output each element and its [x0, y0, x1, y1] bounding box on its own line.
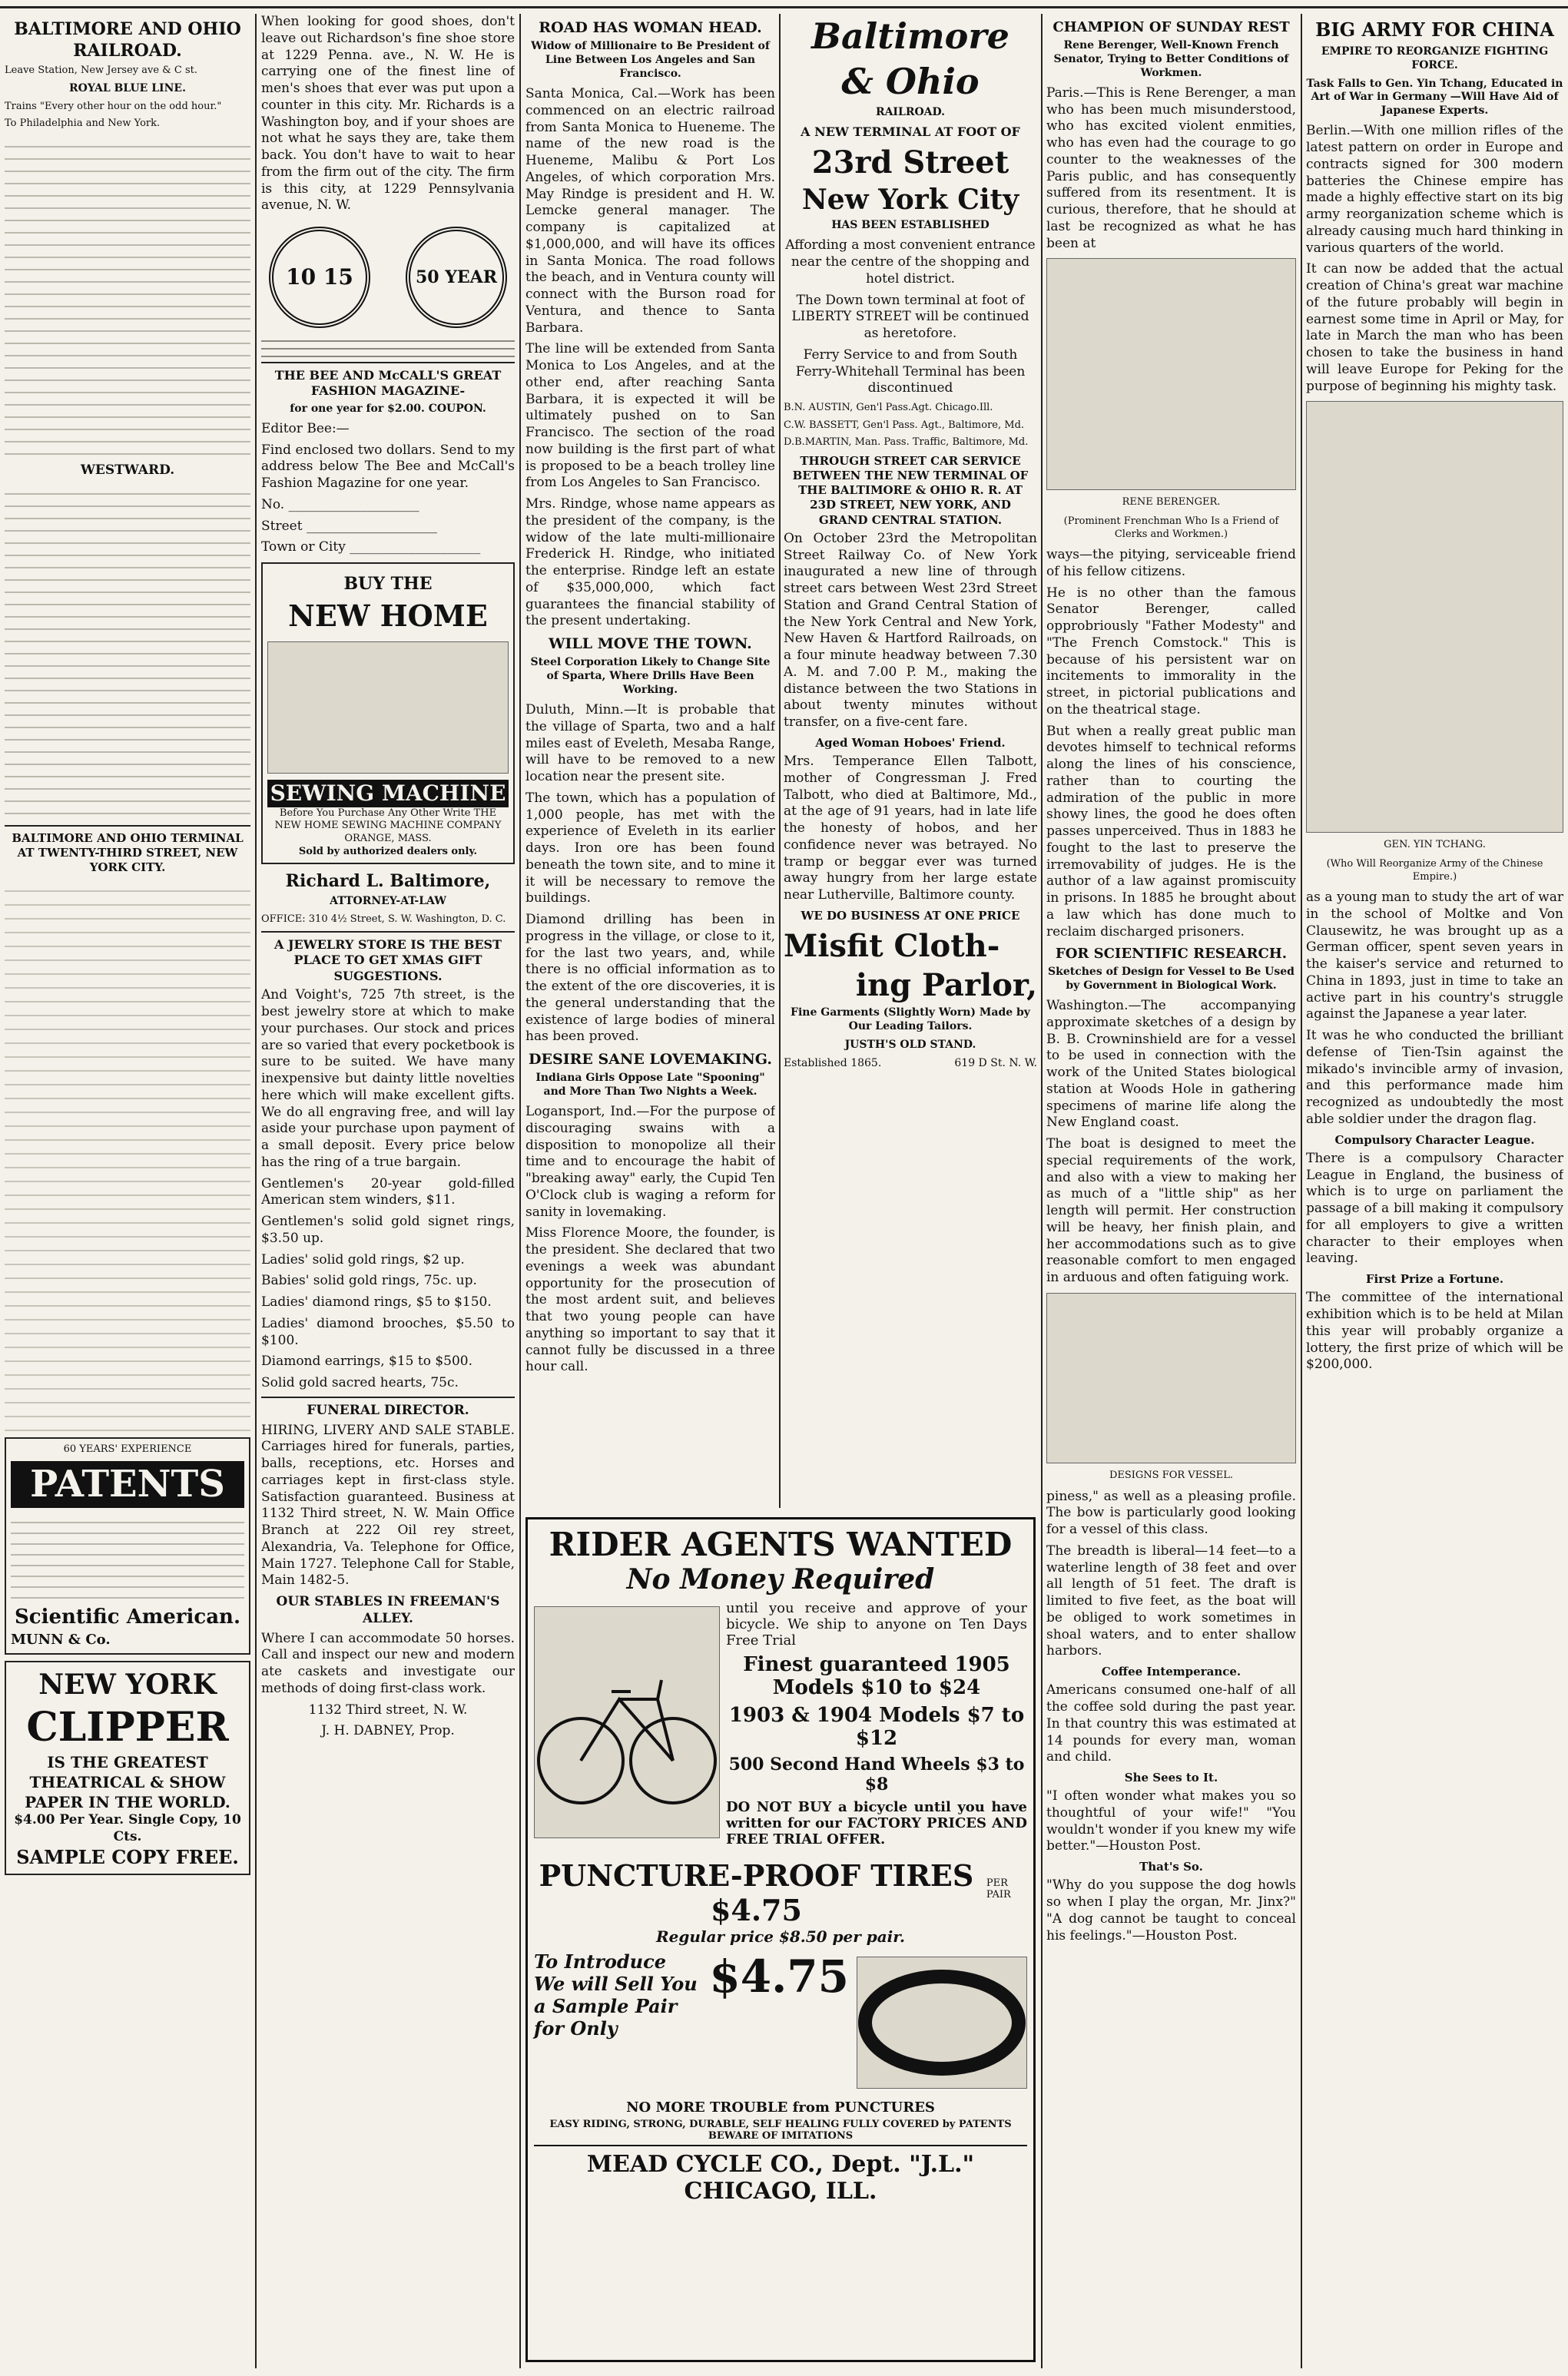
jewelry-item: Diamond earrings, $15 to $500.	[261, 1354, 473, 1370]
munn-co: MUNN & Co.	[11, 1631, 111, 1648]
research-p3: piness," as well as a pleasing profile. The bow is particularly good looking for a vessel of this class.	[1046, 1488, 1296, 1538]
jewelry-item: Ladies' solid gold rings, $2 up.	[261, 1251, 465, 1268]
bo-downtown: The Down town terminal at foot of LIBERTY STREET will be continued as heretofore.	[791, 292, 1029, 342]
destination: To Philadelphia and New York.	[5, 118, 161, 130]
yin-tchang-caption: GEN. YIN TCHANG.	[1384, 839, 1486, 851]
coupon-text: Find enclosed two dollars. Send to my address below The Bee and McCall's Fashion Magazine for one year.	[261, 442, 515, 492]
badge-left	[269, 227, 370, 328]
rider-body	[534, 1600, 1027, 1852]
misfit-footer	[784, 1057, 1037, 1071]
editor-line: Editor Bee:—	[261, 420, 350, 436]
badge-right	[406, 227, 507, 328]
china-subhead-2: Task Falls to Gen. Yin Tchang, Educated in Art of War in Germany —Will Have Aid of Japanese Experts.	[1306, 77, 1563, 118]
railroad-title: BALTIMORE AND OHIO RAILROAD.	[14, 19, 241, 61]
clipper-sample: SAMPLE COPY FREE.	[16, 1845, 239, 1868]
thats-headline: That's So.	[1139, 1860, 1203, 1874]
bo-established: HAS BEEN ESTABLISHED	[831, 219, 990, 232]
tires-per: PER PAIR	[986, 1877, 1011, 1900]
column-news-1	[525, 14, 775, 1508]
coffee-headline: Coffee Intemperance.	[1101, 1665, 1241, 1679]
hobos-headline: Aged Woman Hoboes' Friend.	[815, 735, 1006, 750]
top-rule	[0, 6, 1568, 8]
misfit-est: Established 1865.	[784, 1057, 882, 1070]
tire-illustration	[857, 1957, 1027, 2089]
berenger-portrait	[1046, 258, 1296, 490]
sold-note: Sold by authorized dealers only.	[298, 845, 478, 857]
timetable	[5, 135, 250, 458]
road-p1: Santa Monica, Cal.—Work has been commenced on an electric railroad from Santa Monica to Hueneme. The name of the new road is the Hueneme, Malibu & Port Los Angeles, of which corporation Mrs. May Rindge is president and H. W. Lemcke general manager. The company is capitalized at $1,000,000, and will have its offices in Santa Monica. The road follows the beach, and in Ventura county will connect with the Burson road for Ventura, and thence to Santa Barbara.	[525, 86, 775, 336]
patents-logo: PATENTS	[11, 1461, 244, 1508]
sees-headline: She Sees to It.	[1124, 1771, 1218, 1785]
road-headline: ROAD HAS WOMAN HEAD.	[539, 19, 762, 36]
buy-the: BUY THE	[343, 574, 433, 595]
misfit-justh: JUSTH'S OLD STAND.	[844, 1039, 976, 1052]
clipper-ny: NEW YORK	[38, 1668, 217, 1701]
bicycle-icon	[535, 1607, 719, 1838]
bo-austin: B.N. AUSTIN, Gen'l Pass.Agt. Chicago.Ill.	[784, 402, 993, 414]
china-headline: BIG ARMY FOR CHINA	[1315, 18, 1554, 41]
column-rule	[255, 14, 257, 2368]
tires-intro: To Introduce We will Sell You a Sample Pair for Only	[534, 1950, 698, 2040]
column-rule	[519, 14, 521, 2368]
jewelry-item: Gentlemen's solid gold signet rings, $3.50 up.	[261, 1214, 515, 1246]
blue-line: ROYAL BLUE LINE.	[69, 81, 186, 94]
clipper-price: $4.00 Per Year. Single Copy, 10 Cts.	[14, 1812, 241, 1844]
new-home-ad	[261, 562, 515, 864]
jewelry-item: Ladies' diamond brooches, $5.50 to $100.	[261, 1315, 515, 1348]
bo-affording: Affording a most convenient entrance near the centre of the shopping and hotel district.	[785, 237, 1036, 287]
tires-header	[534, 1858, 1027, 1927]
town-p3: Diamond drilling has been in progress in the village, or close to it, for the last two years, and, while there is no official information as to the extent of the ore discoveries, it is the general understanding that the existence of large bodies of mineral has been proved.	[525, 912, 775, 1045]
misfit-addr: 619 D St. N. W.	[954, 1057, 1037, 1070]
attorney-title: ATTORNEY-AT-LAW	[330, 895, 446, 908]
jewelry-item: Babies' solid gold rings, 75c. up.	[261, 1273, 477, 1289]
rider-dont: DO NOT BUY a bicycle until you have written for our FACTORY PRICES AND FREE TRIAL OFFER.	[726, 1799, 1027, 1847]
station-info: Leave Station, New Jersey ave & C st.	[5, 65, 197, 77]
business-line: WE DO BUSINESS AT ONE PRICE	[801, 908, 1020, 923]
through-text: On October 23rd the Metropolitan Street Railway Co. of New York inaugurated a new line of through street cars between West 23rd Street Station and Grand Central Station of the New York Central and New York, New Haven & Hartford Railroads, on a four minute headway between 7.30 A. M. and 7.00 P. M., making the distance between the two Stations in about twenty minutes without transfer, on a five-cent fare.	[784, 530, 1037, 731]
attorney-name: Richard L. Baltimore,	[285, 871, 491, 892]
league-headline: Compulsory Character League.	[1334, 1132, 1535, 1147]
town-p1: Duluth, Minn.—It is probable that the village of Sparta, two and a half miles east of Eveleth, Mesaba Range, will have to be removed to a new location near the present site.	[525, 702, 775, 785]
yin-tchang-caption-note: (Who Will Reorganize Army of the Chinese Empire.)	[1326, 857, 1543, 883]
rider-second: 500 Second Hand Wheels $3 to $8	[728, 1755, 1025, 1794]
column-rule	[779, 14, 781, 1508]
love-headline: DESIRE SANE LOVEMAKING.	[529, 1051, 772, 1069]
scientific-american: Scientific American.	[14, 1606, 241, 1629]
clipper-logo: CLIPPER	[26, 1703, 229, 1751]
stables-text: Where I can accommodate 50 horses. Call and inspect our new and modern ate caskets and investigate our methods of doing first-class work.	[261, 1630, 515, 1696]
road-p2: The line will be extended from Santa Monica to Los Angeles, and at the other end, after reaching Santa Barbara, it is expected it will be ultimately pushed on to San Francisco. The section of the road now building is the first part of what is proposed to be a beach trolley line from Los Angeles to San Francisco.	[525, 341, 775, 491]
tires-regular: Regular price $8.50 per pair.	[656, 1927, 905, 1946]
league-text: There is a compulsory Character League in England, the business of which is to urge on parliament the passage of a bill making it compulsory for all employers to give a written character to their employes when leaving.	[1306, 1150, 1563, 1267]
column-bo-ad	[784, 14, 1037, 1508]
misfit-fine: Fine Garments (Slightly Worn) Made by Our Leading Tailors.	[791, 1006, 1030, 1033]
tire-icon	[857, 1957, 1026, 2088]
westward-timetable	[5, 482, 250, 820]
rider-models-2: 1903 & 1904 Models $7 to $12	[728, 1704, 1025, 1750]
column-news-2	[1046, 14, 1296, 2368]
bee-title: THE BEE AND McCALL'S GREAT FASHION MAGAZINE-	[274, 368, 502, 399]
bo-street: 23rd Street	[811, 144, 1009, 181]
yin-tchang-portrait	[1306, 401, 1563, 833]
china-p2: It can now be added that the actual creation of China's great war machine of the future probably will begin in earnest some time in April or May, for late in March the man who has been chosen to take the business in hand will leave Europe for Peking for the purpose of beginning his mighty task.	[1306, 261, 1563, 394]
misfit-1: Misfit Cloth-	[784, 927, 1000, 964]
thats-text: "Why do you suppose the dog howls so when I play the organ, Mr. Jinx?" "A dog cannot be taught to conceal his feelings."—Houston Post.	[1046, 1877, 1296, 1944]
sees-text: "I often wonder what makes you so thoughtful of your wife!" "You wouldn't wonder if you knew my wife better."—Houston Post.	[1046, 1788, 1296, 1854]
patents-ad	[5, 1437, 250, 1654]
column-rule	[1041, 14, 1043, 2368]
badge-right-text: 50 YEAR	[415, 267, 498, 287]
prize-text: The committee of the international exhibition which is to be held at Milan this year will probably organize a lottery, the first prize of which will be $200,000.	[1306, 1290, 1563, 1373]
jewelry-text: And Voight's, 725 7th street, is the best jewelry store at which to make your purchases. Our stock and prices are so varied that every pocketbook is sure to be suited. We have many inexpensive but dainty little novelties here which will make excellent gifts. We do all engraving free, and will lay aside your purchase upon payment of a small deposit. Every price below has the ring of a true bargain.	[261, 987, 515, 1170]
road-subhead: Widow of Millionaire to Be President of Line Between Los Angeles and San Francisco.	[531, 40, 770, 81]
bo-ferry: Ferry Service to and from South Ferry-Whitehall Terminal has been discontinued	[795, 346, 1026, 396]
column-news-3	[1306, 14, 1563, 2368]
road-p3: Mrs. Rindge, whose name appears as the president of the company, is the widow of the late multi-millionaire Frederick H. Rindge, who initiated the enterprise. Rindge left an estate of $35,000,000, which fact guarantees the financial stability of the present undertaking.	[525, 496, 775, 629]
tires-title: PUNCTURE-PROOF TIRES $4.75	[539, 1858, 974, 1927]
rider-text	[726, 1600, 1027, 1852]
research-p1: Washington.—The accompanying approximate sketches of a design by B. B. Crowninshield are for a vessel to be used in connection with the work of the United States biological station at Woods Hole in gathering specimens of marine life along the New England coast.	[1046, 998, 1296, 1131]
champion-subhead: Rene Berenger, Well-Known French Senator, Trying to Better Conditions of Workmen.	[1053, 39, 1289, 79]
shoes-notice: When looking for good shoes, don't leave out Richardson's fine shoe store at 1229 Penna. ave., N. W. He is carrying one of the finest line of men's shoes that ever was put upon a counter in this city. Mr. Richards is a Washington boy, and if your shoes are not what he says they are, take them back. You don't have to wait to hear from the firm out of the city. The firm is this city, at 1229 Pennsylvania avenue, N. W.	[261, 14, 515, 214]
through-headline: THROUGH STREET CAR SERVICE BETWEEN THE NEW TERMINAL OF THE BALTIMORE & OHIO R. R. AT 23D STREET, NEW YORK, AND GRAND CENTRAL STATION.	[792, 453, 1029, 527]
berenger-caption: RENE BERENGER.	[1122, 496, 1221, 509]
love-subhead: Indiana Girls Oppose Late "Spooning" and More Than Two Nights a Week.	[535, 1072, 765, 1099]
rider-line: until you receive and approve of your bicycle. We ship to anyone on Ten Days Free Trial	[726, 1600, 1027, 1649]
stables-sign: J. H. DABNEY, Prop.	[321, 1723, 455, 1739]
sewing-machine-logo: SEWING MACHINE	[267, 780, 509, 807]
jewelry-item: Ladies' diamond rings, $5 to $150.	[261, 1294, 492, 1311]
funeral-title: FUNERAL DIRECTOR.	[307, 1402, 469, 1418]
bo-logo-1: Baltimore	[811, 15, 1009, 57]
rider-models-1: Finest guaranteed 1905 Models $10 to $24	[743, 1653, 1010, 1699]
coffee-text: Americans consumed one-half of all the coffee sold during the past year. In that country this was estimated at 14 pounds for every man, woman and child.	[1046, 1682, 1296, 1765]
champion-p4: But when a really great public man devotes himself to technical reforms along the lines of his conscience, rather than to courting the admiration of the public in more showy lines, the good he does often passes unperceived. Thus in 1883 he fought to the last to preserve the irremovability of judges. He is the author of a law against promiscuity in prisons. In 1885 he brought about a law which has done much to reclaim discharged prisoners.	[1046, 723, 1296, 939]
china-p4: It was he who conducted the brilliant defense of Tien-Tsin against the mikado's invincible army of invasion, and this performance made him recognized as undoubtedly the most able soldier under the dragon flag.	[1306, 1028, 1563, 1127]
sewing-note: Before You Purchase Any Other Write THE NEW HOME SEWING MACHINE COMPANY ORANGE, MASS.	[274, 807, 502, 844]
champion-headline: CHAMPION OF SUNDAY REST	[1053, 19, 1290, 35]
terminal-text	[5, 878, 250, 1431]
stables-title: OUR STABLES IN FREEMAN'S ALLEY.	[276, 1594, 500, 1626]
jewelry-title: A JEWELRY STORE IS THE BEST PLACE TO GET XMAS GIFT SUGGESTIONS.	[274, 936, 502, 983]
bo-terminal: A NEW TERMINAL AT FOOT OF	[801, 124, 1020, 139]
stables-address: 1132 Third street, N. W.	[308, 1702, 468, 1718]
misfit-2: ing Parlor,	[855, 967, 1037, 1004]
tires-nomore: NO MORE TROUBLE from PUNCTURES	[626, 2099, 935, 2116]
vessel-illustration	[1046, 1293, 1296, 1463]
bee-subtitle: for one year for $2.00. COUPON.	[290, 402, 486, 415]
champion-p1: Paris.—This is Rene Berenger, a man who has been much misunderstood, who has excited violent enmities, who has even had the courage to go counter to the weaknesses of the Paris public, and has consequently suffered from its resentment. It is curious, therefore, that he should at last be recognized as what he has been at	[1046, 85, 1296, 251]
vessel-caption: DESIGNS FOR VESSEL.	[1109, 1469, 1234, 1481]
rider-subtitle: No Money Required	[626, 1563, 935, 1596]
town-headline: WILL MOVE THE TOWN.	[549, 635, 752, 653]
trains-info: Trains "Every other hour on the odd hour."	[5, 100, 222, 112]
bo-martin: D.B.MARTIN, Man. Pass. Traffic, Baltimore, Md.	[784, 436, 1029, 449]
bo-bassett: C.W. BASSETT, Gen'l Pass. Agt., Baltimore, Md.	[784, 419, 1025, 431]
funeral-text: HIRING, LIVERY AND SALE STABLE. Carriages hired for funerals, parties, balls, receptions, etc. Horses and carriages kept in first-class style. Satisfaction guaranteed. Business at 1132 Third street, N. W. Main Office Branch at 222 Oil rey street, Alexandria, Va. Telephone for Office, Main 1727. Telephone Call for Stable, Main 1482-5.	[261, 1422, 515, 1589]
mead-cycle: MEAD CYCLE CO., Dept. "J.L." CHICAGO, ILL.	[534, 2145, 1027, 2205]
research-subhead: Sketches of Design for Vessel to Be Used by Government in Biological Work.	[1048, 966, 1295, 992]
champion-p2: ways—the pitying, serviceable friend of his fellow citizens.	[1046, 547, 1296, 579]
attorney-office: OFFICE: 310 4½ Street, S. W. Washington, D. C.	[261, 913, 506, 926]
love-p2: Miss Florence Moore, the founder, is the president. She declared that two evenings a week was abundant opportunity for the prosecution of the most ardent suit, and believes that two young people can have anything so important to say that it cannot fully be discussed in a three hour call.	[525, 1225, 775, 1375]
form-no[interactable]: No. ____________________	[261, 496, 419, 512]
form-street[interactable]: Street ____________________	[261, 518, 437, 534]
bicycle-illustration	[534, 1606, 720, 1838]
sewing-illustration	[267, 641, 509, 774]
jewelry-item: Gentlemen's 20-year gold-filled American stem winders, $11.	[261, 1175, 515, 1208]
berenger-caption-note: (Prominent Frenchman Who Is a Friend of Clerks and Workmen.)	[1063, 515, 1279, 540]
town-p2: The town, which has a population of 1,000 people, has met with the experience of Eveleth in its earlier days. Iron ore has been found beneath the town site, and to mine it it will be necessary to remove the buildings.	[525, 790, 775, 906]
column-railroad	[5, 14, 250, 2368]
badge-cut	[261, 219, 515, 357]
westward-heading: WESTWARD.	[80, 462, 175, 479]
patents-experience: 60 YEARS' EXPERIENCE	[63, 1443, 192, 1456]
new-home-logo: NEW HOME	[288, 598, 488, 634]
research-p2: The boat is designed to meet the special requirements of the work, and also with a view to making her as much of a "little ship" as her length will permit. Her construction will be heavy, her finish plain, and her accommodations such as to give reasonable comfort to men engaged in arduous and often fatiguing work.	[1046, 1136, 1296, 1286]
prize-headline: First Prize a Fortune.	[1365, 1272, 1504, 1287]
form-town[interactable]: Town or City ____________________	[261, 539, 481, 555]
love-p1: Logansport, Ind.—For the purpose of discouraging swains with a disposition to monopolize all their time and to encourage the habit of "breaking away" early, the Cupid Ten O'Clock club is waging a reform for sanity in lovemaking.	[525, 1104, 775, 1220]
champion-p3: He is no other than the famous Senator Berenger, called opprobriously "Father Modesty" and "The French Comstock." This is because of his persistent war on incitements to immorality in the street, in pictorial publications and on the theatrical stage.	[1046, 585, 1296, 717]
china-p3: as a young man to study the art of war in the school of Moltke and Von Clausewitz, he was brought up as a German officer, spent seven years in the kaiser's service and returned to China in 1893, just in time to take an active part in his country's struggle against the Japanese a year later.	[1306, 890, 1563, 1022]
bo-logo-2: & Ohio	[841, 60, 980, 102]
bo-railroad: RAILROAD.	[875, 105, 946, 118]
tires-price: $4.75	[709, 1950, 849, 2003]
bo-city: New York City	[801, 184, 1019, 217]
rider-ad	[525, 1517, 1036, 2362]
clipper-ad	[5, 1661, 250, 1876]
hobos-text: Mrs. Temperance Ellen Talbott, mother of Congressman J. Fred Talbott, who died at Baltimore, Md., at the age of 91 years, had in late life the honesty of hobos, and her confidence never was betrayed. No tramp or beggar ever was turned away hungry from her large estate near Lutherville, Baltimore county.	[784, 754, 1037, 903]
research-headline: FOR SCIENTIFIC RESEARCH.	[1055, 946, 1288, 963]
research-p4: The breadth is liberal—14 feet—to a waterline length of 38 feet and over all length of 51 feet. The draft is limited to five feet, as the boat will be obliged to work sometimes in shoal waters, and to enter shallow harbors.	[1046, 1543, 1296, 1659]
column-rule	[1301, 14, 1302, 2368]
tires-body	[534, 1950, 1027, 2095]
china-subhead-1: EMPIRE TO REORGANIZE FIGHTING FORCE.	[1321, 45, 1549, 71]
column-ads	[261, 14, 515, 2368]
tires-easy: EASY RIDING, STRONG, DURABLE, SELF HEALING FULLY COVERED by PATENTS BEWARE OF IMITATIONS	[549, 2119, 1012, 2142]
clipper-sub: IS THE GREATEST THEATRICAL & SHOW PAPER IN THE WORLD.	[25, 1753, 230, 1811]
jewelry-item: Solid gold sacred hearts, 75c.	[261, 1375, 459, 1391]
terminal-heading: BALTIMORE AND OHIO TERMINAL AT TWENTY-THIRD STREET, NEW YORK CITY.	[12, 830, 244, 875]
badge-left-text: 10 15	[286, 264, 353, 290]
china-p1: Berlin.—With one million rifles of the latest pattern on order in Europe and contracts signed for 300 modern batteries the Chinese empire has made a highly effective start on its big army reorganization scheme which is already causing much hard thinking in various quarters of the world.	[1306, 123, 1563, 256]
town-subhead: Steel Corporation Likely to Change Site of Sparta, Where Drills Have Been Working.	[530, 656, 771, 697]
rider-title: RIDER AGENTS WANTED	[549, 1526, 1013, 1563]
